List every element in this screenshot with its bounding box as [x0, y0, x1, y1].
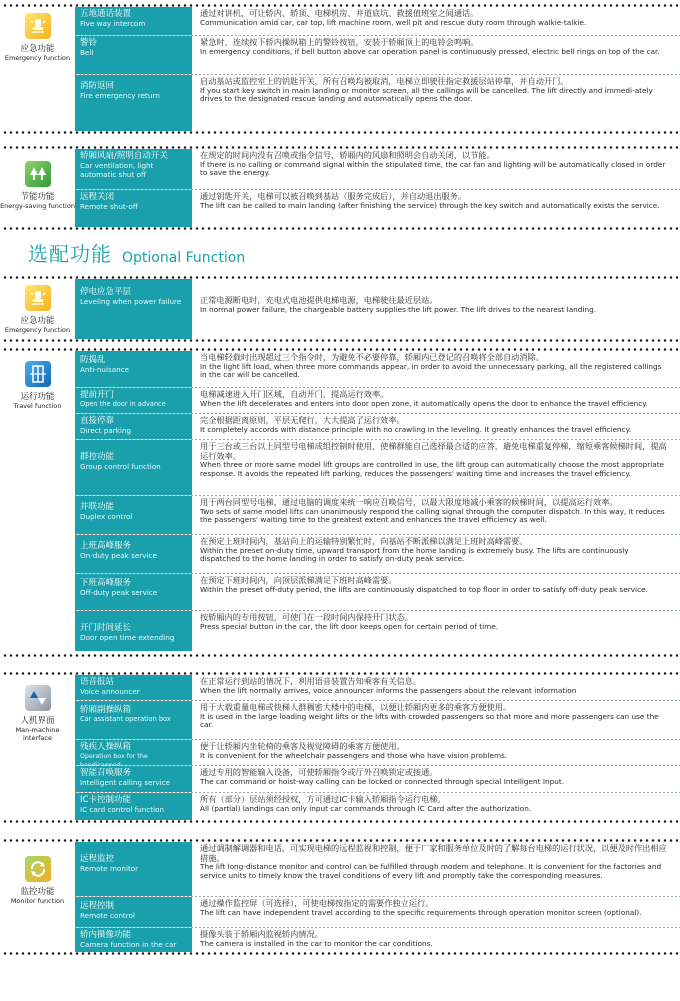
label-zh: 五地通话装置 [80, 9, 132, 19]
desc-en: In emergency conditions, if bell button above car operation panel is continuously pressed, electric bell rings on top of the car. [200, 46, 660, 56]
desc-en: The camera is installed in the car to monitor the car conditions. [200, 938, 433, 948]
label-zh: 群控功能 [80, 452, 115, 462]
desc-en: When the lift normally arrives, voice announcer informs the passengers about the relevant information [200, 685, 577, 695]
feature-description [192, 740, 680, 765]
feature-description [192, 611, 680, 651]
feature-description [192, 766, 680, 792]
section-optional-operation [0, 351, 680, 654]
dotted-separator [2, 820, 678, 823]
label-zh: 轿厢副操纵箱 [80, 705, 132, 715]
feature-row [75, 842, 680, 896]
label-en: Door open time extending [80, 633, 175, 642]
label-zh: 停电应急平层 [80, 287, 132, 297]
feature-rows [75, 842, 680, 952]
label-zh: 远程关闭 [80, 192, 115, 202]
feature-label [75, 793, 192, 820]
desc-en: It is used in the large loading weight lifts or the lifts with crowded passengers so that more and more passengers can use the car. [200, 711, 659, 730]
desc-en: The car command or hoist-way calling can be locked or connected through special Intelligent Input. [200, 776, 565, 786]
feature-row [75, 897, 680, 927]
category-subtitle: Energy-saving function [0, 202, 75, 210]
feature-description [192, 279, 680, 339]
feature-row [75, 928, 680, 952]
warning-light-icon [25, 13, 51, 39]
desc-zh: 电梯减速进入开门区域，自动开门，提高运行效率。 [200, 389, 389, 399]
desc-zh: 当电梯轻载时出现超过三个指令时，为避免不必要停靠，轿厢内已登记的召唤将全部自动消除。 [200, 352, 544, 362]
section-optional-emergency [0, 279, 680, 339]
feature-description [192, 928, 680, 952]
desc-zh: 摄像头装于轿厢内监视轿内情况。 [200, 929, 323, 939]
desc-zh: 通过专用的智能输入设备，可使轿厢指令或厅外召唤锁定或接通。 [200, 767, 438, 777]
feature-row [75, 7, 680, 35]
desc-zh: 用于大载重量电梯或快梯人群稠密大楼中的电梯，以便让轿厢内更多的乘客方便使用。 [200, 702, 512, 712]
label-zh: 轿内摄像功能 [80, 930, 132, 940]
feature-description [192, 440, 680, 495]
label-en: Duplex control [80, 512, 133, 521]
desc-zh: 通过调制解调器和电话，可实现电梯的远程监视和控制，便于厂家和服务单位及时的了解每台电梯的运行状况，以便及时作出相应措施。 [200, 843, 667, 863]
feature-label [75, 440, 192, 495]
label-en: On-duty peak service [80, 551, 157, 560]
feature-rows [75, 351, 680, 654]
label-zh: IC卡控制功能 [80, 795, 131, 805]
category-column [0, 149, 75, 227]
feature-label [75, 574, 192, 610]
desc-en: When three or more same model lift groups are controlled in use, the lift group can automatically choose the most appropriate response. It avoids the repeated lift parking, reduces the passengers' waiting time and increases the travel efficiency. [200, 460, 665, 478]
desc-zh: 在规定的时间内没有召唤或指令信号，轿厢内的风扇和照明会自动关闭，以节能。 [200, 150, 495, 160]
label-en: Fire emergency return [80, 91, 160, 100]
label-en: Camera function in the car [80, 940, 177, 949]
feature-label [75, 766, 192, 792]
optional-function-title [0, 230, 680, 270]
section-optional-interface [0, 675, 680, 820]
desc-en: It completely accords with distance principle with no crawling in the leveling. It greatly enhances the travel efficiency. [200, 424, 632, 434]
feature-description [192, 535, 680, 573]
feature-label [75, 535, 192, 573]
feature-label [75, 414, 192, 439]
section-standard-emergency [0, 7, 680, 131]
label-zh: 消防返回 [80, 81, 115, 91]
category-title: 监控功能 [20, 887, 55, 897]
desc-zh: 按轿厢内的专用按钮，可使门在一段时间内保持开门状态。 [200, 612, 413, 622]
feature-row [75, 793, 680, 820]
label-en: Group control function [80, 462, 161, 471]
category-subtitle: Man-machine interface [15, 726, 60, 742]
label-en: Open the door in advance [80, 400, 166, 408]
label-zh: 防捣乱 [80, 355, 106, 365]
label-en: Car assistant operation box [80, 715, 171, 723]
label-zh: 下班高峰服务 [80, 578, 132, 588]
recycle-arrows-icon [25, 856, 51, 882]
desc-en: The lift can have independent travel according to the specific requirements through operation monitor screen (optional). [200, 907, 642, 917]
desc-zh: 通过钥匙开关，电梯可以被召唤到基站（服务完成后），并自动退出服务。 [200, 191, 467, 201]
desc-zh: 紧急时，连续按下轿内操纵箱上的警铃按钮，安装于轿厢顶上的电铃会鸣响。 [200, 37, 479, 47]
section-standard-energy [0, 149, 680, 227]
desc-zh: 通过对讲机，可让轿内、轿顶、电梯机房、井道底坑、救援值班室之间通话。 [200, 8, 479, 18]
dotted-separator [2, 339, 678, 342]
feature-description [192, 897, 680, 927]
label-en: Remote control [80, 911, 135, 920]
desc-en: In the light lift load, when three more commands appear, in order to avoid the unnecessary parking, all the registered callings in the car will be cancelled. [200, 361, 662, 380]
label-en: Intelligent calling service [80, 778, 171, 787]
category-subtitle: Travel function [13, 402, 62, 410]
feature-description [192, 793, 680, 820]
category-title: 应急功能 [20, 44, 55, 54]
desc-zh: 用于三台或三台以上同型号电梯成组控制时使用，使梯群能自己选择最合适的应答，避免电梯重复停梯，缩短乘客候梯时间，提高运行效率。 [200, 441, 667, 461]
desc-zh: 正常电源断电时，充电式电池提供电梯电源，电梯驶往最近层站。 [200, 295, 438, 305]
feature-label [75, 388, 192, 413]
label-zh: 开门时间延长 [80, 623, 132, 633]
feature-description [192, 7, 680, 35]
desc-en: It is convenient for the wheelchair passengers and those who have vision problems. [200, 750, 508, 760]
feature-label [75, 740, 192, 765]
feature-row [75, 414, 680, 439]
category-column [0, 842, 75, 952]
feature-label [75, 36, 192, 74]
label-en: Operation box for the [80, 753, 148, 760]
desc-en: Two sets of same model lifts can unanimously respond the calling signal through the computer dispatch. In this way, it reduces the passengers' waiting time to the greatest extent and enhances the travel efficiency as well. [200, 506, 665, 525]
feature-description [192, 190, 680, 227]
desc-en: When the lift decelerates and enters into door open zone, it automatically opens the door to enhance the travel efficiency. [200, 398, 648, 408]
feature-label [75, 842, 192, 896]
desc-zh: 在预定上班时间内，基站向上的运输特别繁忙时，向基站不断派梯以满足上班时高峰需要。 [200, 536, 528, 546]
category-title: 应急功能 [20, 316, 55, 326]
elevator-shaft-icon [25, 361, 51, 387]
label-zh: 并联功能 [80, 502, 115, 512]
feature-description [192, 388, 680, 413]
section-optional-monitor [0, 842, 680, 952]
category-title: 人机界面 [20, 716, 55, 726]
feature-description [192, 701, 680, 739]
desc-en: If you start key switch in main landing or monitor screen, all the callings will be cancelled. The lift directly and immedi-ately drives to the designated rescue landing and automatically opens the door. [200, 85, 653, 104]
feature-row [75, 496, 680, 534]
warning-light-icon [25, 285, 51, 311]
feature-rows [75, 279, 680, 339]
feature-row [75, 766, 680, 792]
label-zh: 上班高峰服务 [80, 541, 132, 551]
feature-description [192, 351, 680, 387]
dotted-separator [2, 654, 678, 657]
dotted-separator [2, 131, 678, 134]
feature-row [75, 440, 680, 495]
feature-row [75, 149, 680, 189]
category-column [0, 351, 75, 654]
desc-zh: 通过操作监控屏（可选择），可使电梯按指定的需要作独立运行。 [200, 898, 434, 908]
label-en: Anti-nuisance [80, 365, 130, 374]
label-zh: 远程控制 [80, 901, 115, 911]
feature-label [75, 190, 192, 227]
desc-en: Within the preset on-duty time, upward transport from the home landing is extremely busy. The lifts are continuously dispatched to the home landing in order to satisfy on-duty peak service. [200, 545, 629, 564]
feature-row [75, 740, 680, 765]
feature-label [75, 928, 192, 952]
feature-row [75, 675, 680, 700]
category-title: 运行功能 [20, 392, 55, 402]
feature-description [192, 75, 680, 131]
desc-en: The lift can be called to main landing (after finishing the service) through the key switch and automatically exists the service. [200, 200, 660, 210]
feature-label [75, 701, 192, 739]
label-en: IC card control function [80, 805, 165, 814]
optional-title-zh: 选配功能 [28, 242, 112, 266]
feature-label [75, 279, 192, 339]
feature-row [75, 574, 680, 610]
feature-description [192, 414, 680, 439]
feature-label [75, 7, 192, 35]
feature-row [75, 190, 680, 227]
feature-row [75, 36, 680, 74]
desc-zh: 便于让轿厢内坐轮椅的乘客及视觉障碍的乘客方便使用。 [200, 741, 405, 751]
feature-description [192, 675, 680, 700]
label-en: Leveling when power failure [80, 297, 182, 306]
category-subtitle: Emergency function [4, 54, 71, 62]
feature-row [75, 279, 680, 339]
feature-rows [75, 7, 680, 131]
label-en: Car ventilation, light automatic shut off [80, 161, 154, 179]
desc-en: In normal power failure, the chargeable battery supplies the lift power. The lift drives to the nearest landing. [200, 304, 597, 314]
label-en: Remote monitor [80, 864, 139, 873]
label-en: Five way intercom [80, 19, 146, 28]
label-en: Bell [80, 48, 94, 57]
category-subtitle: Emergency function [4, 326, 71, 334]
desc-zh: 启动基站或监控室上的钥匙开关，所有召唤均被取消，电梯立即驶往指定救援层站停靠，并自动开门。 [200, 76, 569, 86]
feature-rows [75, 675, 680, 820]
desc-en: Within the preset off-duty period, the lifts are continuously dispatched to top floor in order to satisfy off-duty peak service. [200, 584, 648, 594]
feature-label [75, 897, 192, 927]
feature-label [75, 351, 192, 387]
category-title: 节能功能 [20, 192, 55, 202]
label-en: Remote shut-off [80, 202, 138, 211]
desc-en: Communication amid car, car top, lift machine room, well pit and rescue duty room through walkie-talkie. [200, 17, 587, 27]
desc-zh: 用于两台同型号电梯，通过电脑的调度来统一响应召唤信号，以最大限度地减小乘客的候梯时间，以提高运行效率。 [200, 497, 618, 507]
trees-icon [25, 161, 51, 187]
desc-zh: 在预定下班时间内，向顶层派梯满足下班时高峰需要。 [200, 575, 397, 585]
dotted-separator [2, 952, 678, 955]
category-column [0, 7, 75, 131]
category-column [0, 675, 75, 820]
feature-description [192, 574, 680, 610]
desc-en: If there is no calling or command signal within the stipulated time, the car fan and lighting will be automatically closed in order to save the energy. [200, 159, 666, 178]
label-zh: 语音报站 [80, 677, 115, 687]
feature-description [192, 842, 680, 896]
feature-row [75, 611, 680, 651]
category-column [0, 279, 75, 339]
feature-label [75, 496, 192, 534]
feature-label [75, 611, 192, 651]
desc-en: All (partial) landings can only input car commands through IC Card after the authorization. [200, 803, 532, 813]
feature-description [192, 149, 680, 189]
desc-en: The lift long-distance monitor and control can be fulfilled through modem and telephone. It is convenient for the factories and service units to timely know the travel conditions of every lift and promptly take the corresponding measures. [200, 862, 662, 880]
category-subtitle: Monitor function [10, 897, 65, 905]
label-zh: 轿厢风扇/照明自动开关 [80, 151, 168, 161]
feature-row [75, 75, 680, 131]
up-down-arrows-icon [25, 685, 51, 711]
desc-zh: 在正常运行到站的情况下，利用语音装置告知乘客有关信息。 [200, 676, 422, 686]
desc-zh: 所有（部分）层站须经授权，方可通过IC卡输入轿厢指令运行电梯。 [200, 794, 446, 804]
label-zh: 警铃 [80, 38, 98, 48]
desc-en: Press special button in the car, the lift door keeps open for certain period of time. [200, 621, 499, 631]
label-en: Voice announcer [80, 687, 140, 696]
optional-title-en: Optional Function [122, 250, 246, 266]
feature-label [75, 75, 192, 131]
feature-row [75, 388, 680, 413]
label-zh: 残疾人操纵箱 [80, 742, 132, 752]
label-en: Direct parking [80, 426, 132, 435]
desc-zh: 完全根据距离原则，平层无爬行，大大提高了运行效率。 [200, 415, 405, 425]
feature-description [192, 36, 680, 74]
feature-rows [75, 149, 680, 227]
feature-row [75, 351, 680, 387]
label-zh: 提前开门 [80, 390, 115, 400]
feature-label [75, 149, 192, 189]
feature-row [75, 535, 680, 573]
feature-description [192, 496, 680, 534]
feature-row [75, 701, 680, 739]
label-zh: 智能召唤服务 [80, 768, 132, 778]
label-en: Off-duty peak service [80, 588, 158, 597]
label-zh: 远程监控 [80, 854, 115, 864]
label-zh: 直接停靠 [80, 416, 115, 426]
feature-label [75, 675, 192, 700]
